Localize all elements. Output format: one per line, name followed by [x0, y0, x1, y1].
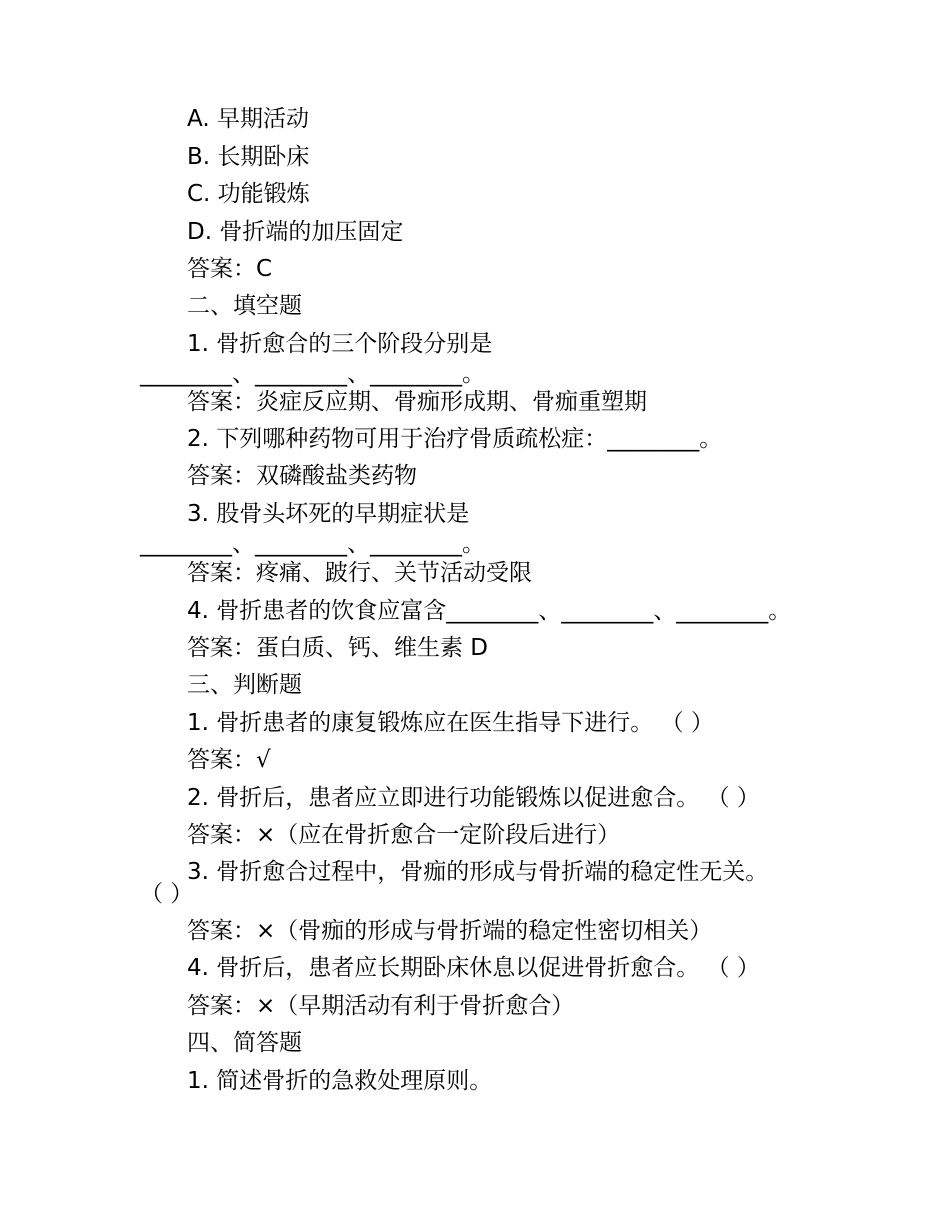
option-c: C. 功能锻炼	[187, 181, 310, 207]
section-heading-true-false: 三、判断题	[187, 672, 302, 698]
question-text: 3. 股骨头坏死的早期症状是	[187, 501, 470, 527]
question-text: 3. 骨折愈合过程中，骨痂的形成与骨折端的稳定性无关。	[187, 859, 769, 885]
option-b: B. 长期卧床	[187, 144, 310, 170]
answer-line: 答案：炎症反应期、骨痂形成期、骨痂重塑期	[187, 389, 647, 415]
question-text: 1. 骨折患者的康复锻炼应在医生指导下进行。 （ ）	[187, 710, 714, 736]
question-text: 2. 骨折后，患者应立即进行功能锻炼以促进愈合。 （ ）	[187, 785, 760, 811]
question-text: 4. 骨折后，患者应长期卧床休息以促进骨折愈合。 （ ）	[187, 955, 760, 981]
option-a: A. 早期活动	[187, 106, 309, 132]
answer-line: 答案：×（骨痂的形成与骨折端的稳定性密切相关）	[187, 918, 713, 944]
option-d: D. 骨折端的加压固定	[187, 219, 404, 245]
answer-line: 答案：C	[187, 256, 273, 282]
answer-line: 答案：×（应在骨折愈合一定阶段后进行）	[187, 822, 621, 848]
section-heading-fill-in: 二、填空题	[187, 293, 302, 319]
question-text: 1. 简述骨折的急救处理原则。	[187, 1068, 493, 1094]
answer-line: 答案：疼痛、跛行、关节活动受限	[187, 560, 532, 586]
question-parentheses: （ ）	[140, 881, 194, 907]
answer-line: 答案：蛋白质、钙、维生素 D	[187, 635, 489, 661]
section-heading-short-answer: 四、简答题	[187, 1030, 302, 1056]
question-text: 4. 骨折患者的饮食应富含________、________、________。	[187, 598, 792, 624]
question-text: 2. 下列哪种药物可用于治疗骨质疏松症：________。	[187, 426, 723, 452]
question-blanks: ________、________、________。	[140, 361, 485, 387]
answer-line: 答案：双磷酸盐类药物	[187, 463, 417, 489]
answer-line: 答案：×（早期活动有利于骨折愈合）	[187, 993, 575, 1019]
question-blanks: ________、________、________。	[140, 531, 485, 557]
answer-line: 答案：√	[187, 747, 271, 773]
question-text: 1. 骨折愈合的三个阶段分别是	[187, 331, 493, 357]
